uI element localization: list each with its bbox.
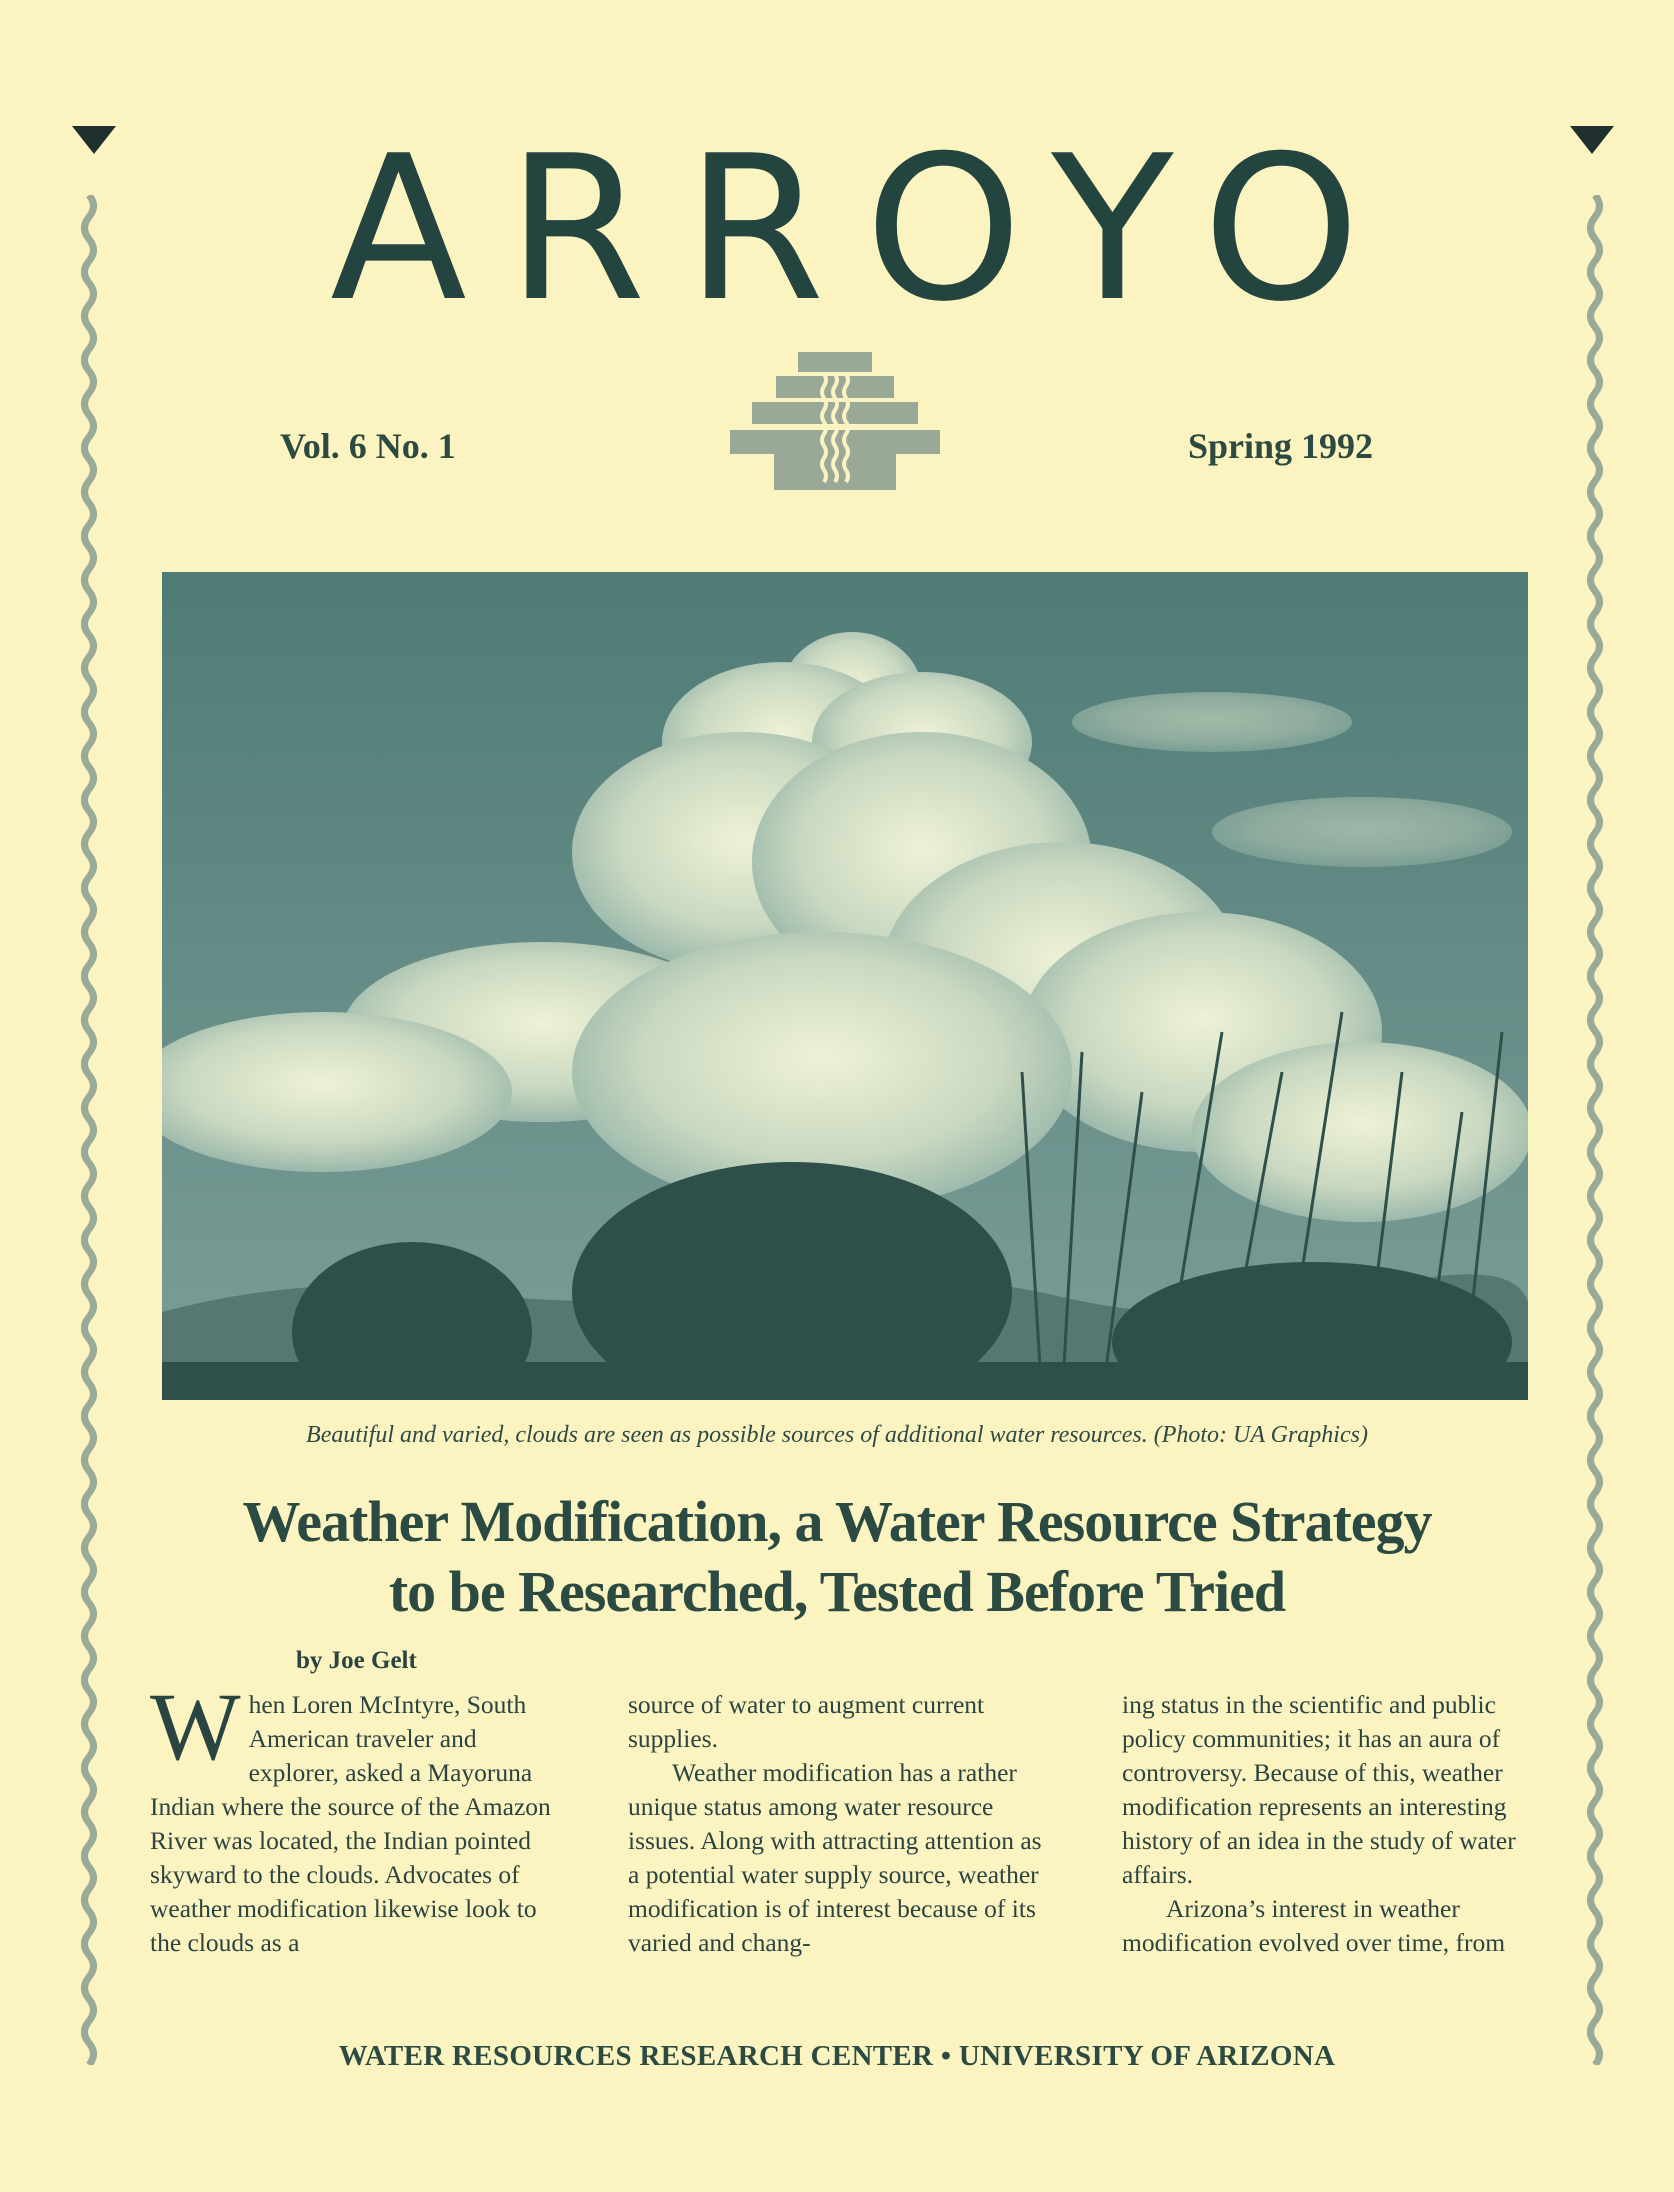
masthead-title: ARROYO [330, 113, 1400, 346]
column-1-paragraph: hen Loren McIntyre, South American traveler and explorer, asked a Mayoruna Indian where the source of the Amazon River was located, the Indian pointed skyward to the clouds. Advocates of weather modification likewise look to the clouds as a [150, 1690, 551, 1957]
article-column-3 [1122, 1688, 1542, 1960]
footer-university-name: UNIVERSITY OF ARIZONA [958, 2040, 1336, 2072]
headline-line-1: Weather Modification, a Water Resource Strategy [242, 1489, 1432, 1554]
column-2-paragraph-2: Weather modification has a rather unique status among water resource issues. Along with attracting attention as a potential water supply source, weather modification is of interest because of its varied and chang- [628, 1758, 1042, 1957]
stepped-fountain-logo [730, 352, 940, 492]
photo-caption: Beautiful and varied, clouds are seen as possible sources of additional water resources. (Photo: UA Graphics) [306, 1422, 1368, 1448]
article-byline: by Joe Gelt [296, 1647, 417, 1674]
issue-season: Spring 1992 [1188, 426, 1374, 466]
column-2-paragraph-1: source of water to augment current supplies. [628, 1690, 985, 1753]
drop-cap: W [150, 1673, 241, 1780]
footer-center-name: WATER RESOURCES RESEARCH CENTER [338, 2040, 934, 2072]
footer-institution [0, 2040, 1674, 2073]
article-headline [0, 1487, 1674, 1627]
column-3-paragraph-2: Arizona’s interest in weather modification evolved over time, from [1122, 1894, 1506, 1957]
article-column-1 [150, 1673, 570, 1960]
column-3-paragraph-1: ing status in the scientific and public policy communities; it has an aura of controversy. Because of this, weather modification represents an interesting history of an idea in the study of water affairs. [1122, 1690, 1516, 1889]
article-column-2 [628, 1688, 1048, 1960]
wavy-border-right [1584, 195, 1606, 2065]
cloud-photo [162, 572, 1528, 1400]
issue-volume: Vol. 6 No. 1 [280, 426, 456, 466]
wavy-border-left [78, 195, 100, 2065]
headline-line-2: to be Researched, Tested Before Tried [388, 1559, 1286, 1624]
footer-separator-bullet: • [940, 2040, 952, 2072]
